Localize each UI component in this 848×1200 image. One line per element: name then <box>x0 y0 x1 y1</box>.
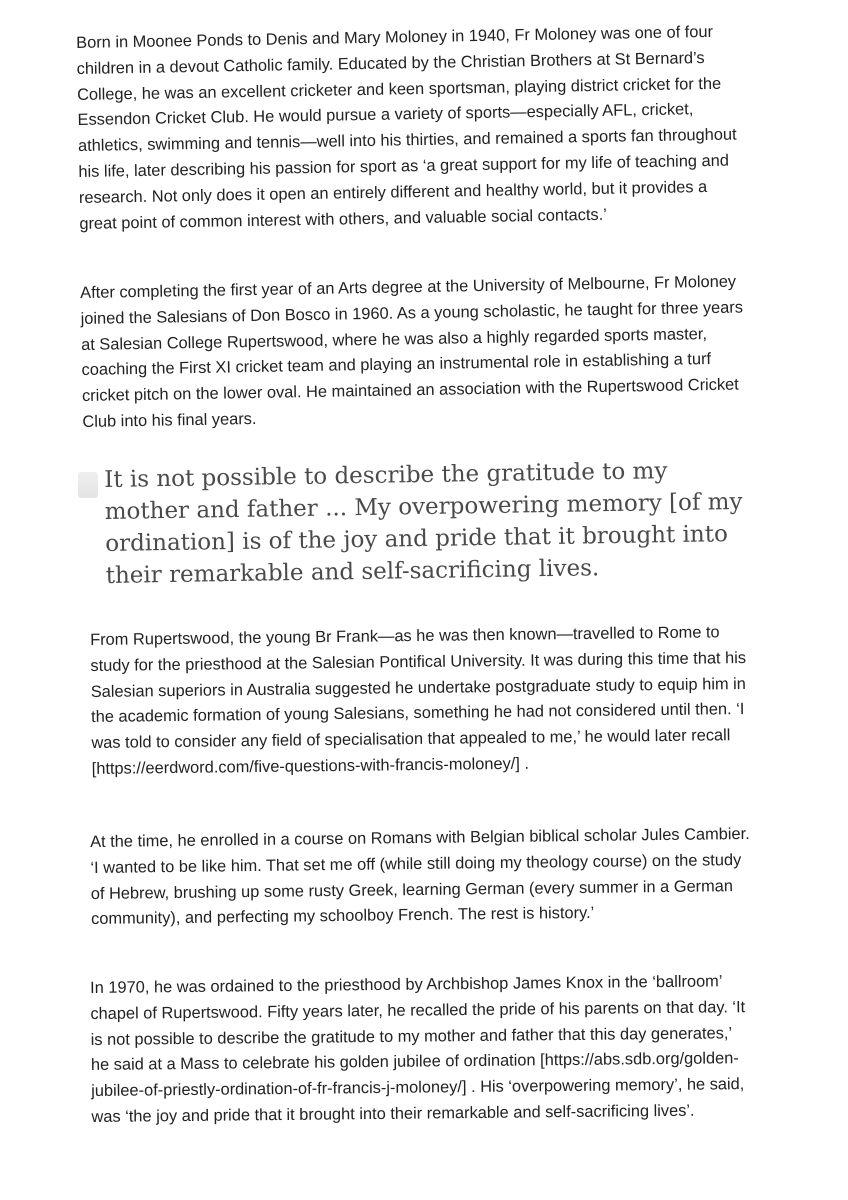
paragraph-rome <box>90 620 752 783</box>
eerdword-link[interactable]: [https://eerdword.com/five-questions-with-francis-moloney/] <box>91 754 520 778</box>
paragraph-early-life: Born in Moonee Ponds to Denis and Mary Moloney in 1940, Fr Moloney was one of four children in a devout Catholic family. Educated by the Christian Brothers at St Bernard’s College, he was an excellent cricketer and keen sportsman, playing district cricket for the Essendon Cricket Club. He would pursue a variety of sports—especially AFL, cricket, athletics, swimming and tennis—well into his thirties, and remained a sports fan throughout his life, later describing his passion for sport as ‘a great support for my life of teaching and research. Not only does it open an entirely different and healthy world, but it provides a great point of common interest with others, and valuable social contacts.’ <box>76 22 737 233</box>
paragraph-rome-end: . <box>519 754 530 773</box>
paragraph-ordination-text: In 1970, he was ordained to the priesthood by Archbishop James Knox in the ‘ballroom’ chapel of Rupertswood. Fifty years later, he recalled the pride of his parents on that day. ‘It is not possible to describe the gratitude to my mother and father that this day generates,’ he said at a Mass to celebrate his golden jubilee of ordination <box>90 972 746 1075</box>
sdb-jubilee-link[interactable]: [https://abs.sdb.org/golden-jubilee-of-priestly-ordination-of-fr-francis-j-moloney/] <box>91 1049 739 1101</box>
paragraph-ordination <box>90 969 752 1131</box>
paragraph-romans-course: At the time, he enrolled in a course on Romans with Belgian biblical scholar Jules Cambier. ‘I wanted to be like him. That set me off (while still doing my theology course) on the study of Hebrew, brushing up some rusty Greek, learning German (every summer in a German community), and perfecting my schoolboy French. The rest is history.’ <box>90 824 750 929</box>
quote-mark-icon <box>78 472 98 498</box>
paragraph-rome-text: From Rupertswood, the young Br Frank—as he was then known—travelled to Rome to study for the priesthood at the Salesian Pontifical University. It was during this time that his Salesian superiors in Australia suggested he undertake postgraduate study to equip him in the academic formation of young Salesians, something he had not considered until then. ‘I was told to consider any field of specialisation that appealed to me,’ he would later recall <box>90 623 747 753</box>
pull-quote: It is not possible to describe the gratitude to my mother and father ... My overpowering memory [of my ordination] is of the joy and pride that it brought into their remarkable and self-sacrificing lives. <box>104 458 743 589</box>
paragraph-ordination-end: . His ‘overpowering memory’, he said, was ‘the joy and pride that it brought into their remarkable and self-sacrificing lives’. <box>91 1075 745 1126</box>
paragraph-salesians: After completing the first year of an Arts degree at the University of Melbourne, Fr Moloney joined the Salesians of Don Bosco in 1960. As a young scholastic, he taught for three years at Salesian College Rupertswood, where he was also a highly regarded sports master, coaching the First XI cricket team and playing an instrumental role in establishing a turf cricket pitch on the lower oval. He maintained an association with the Rupertswood Cricket Club into his final years. <box>80 272 744 431</box>
